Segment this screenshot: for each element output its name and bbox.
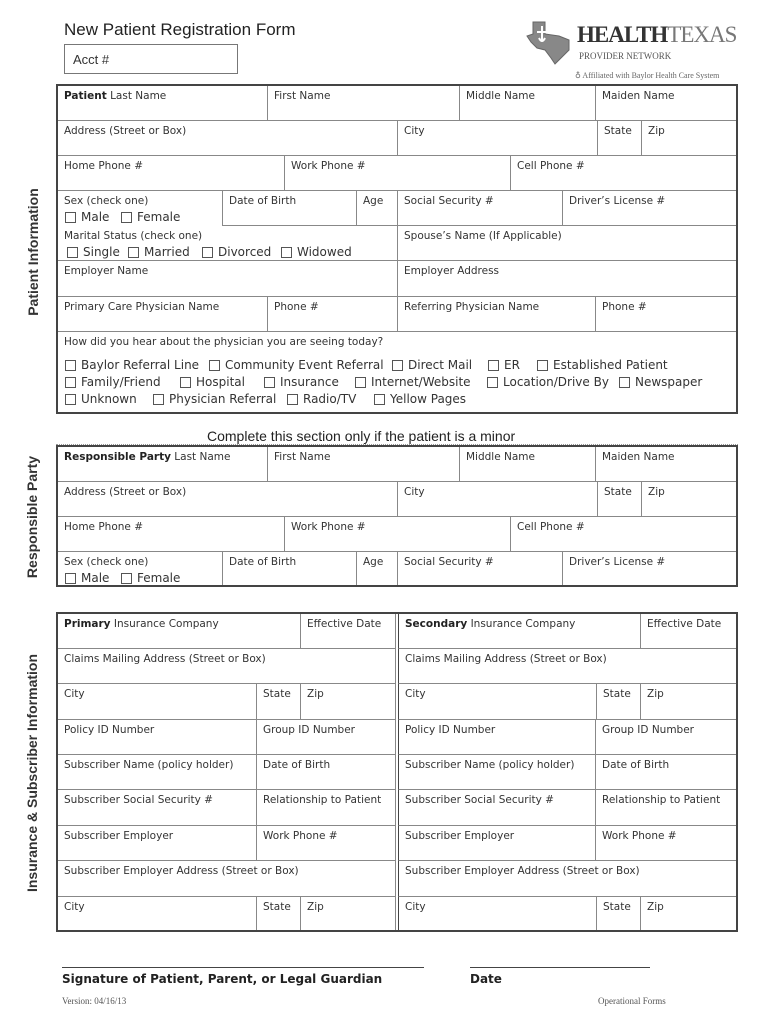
date-line[interactable] bbox=[470, 967, 650, 968]
referring-physician[interactable]: Referring Physician Name bbox=[398, 297, 596, 332]
hear-option[interactable]: Hospital bbox=[180, 375, 245, 389]
hear-option[interactable]: Radio/TV bbox=[287, 392, 356, 406]
hear-option[interactable]: Insurance bbox=[264, 375, 339, 389]
pcp-name[interactable]: Primary Care Physician Name bbox=[58, 297, 268, 332]
primary-group[interactable]: Group ID Number bbox=[257, 720, 396, 755]
rp-city[interactable]: City bbox=[398, 482, 598, 517]
employer-address[interactable]: Employer Address bbox=[398, 261, 736, 297]
checkbox-icon bbox=[488, 360, 499, 371]
primary-subscriber-ssn[interactable]: Subscriber Social Security # bbox=[58, 790, 257, 826]
patient-work-phone[interactable]: Work Phone # bbox=[285, 156, 511, 191]
patient-ssn[interactable]: Social Security # bbox=[398, 191, 563, 226]
patient-city[interactable]: City bbox=[398, 121, 598, 156]
primary-state-2[interactable]: State bbox=[257, 897, 301, 930]
checkbox-icon bbox=[355, 377, 366, 388]
rp-first-name[interactable]: First Name bbox=[268, 447, 460, 482]
widowed-checkbox[interactable]: Widowed bbox=[281, 245, 352, 259]
checkbox-icon bbox=[487, 377, 498, 388]
hear-option[interactable]: Location/Drive By bbox=[487, 375, 609, 389]
hear-option[interactable]: Physician Referral bbox=[153, 392, 276, 406]
signature-line[interactable] bbox=[62, 967, 424, 968]
patient-marital: Marital Status (check one) bbox=[58, 226, 398, 261]
married-checkbox[interactable]: Married bbox=[128, 245, 190, 259]
hear-option[interactable]: Established Patient bbox=[537, 358, 668, 372]
rp-age[interactable]: Age bbox=[357, 552, 398, 585]
checkbox-icon bbox=[537, 360, 548, 371]
hear-option[interactable]: Direct Mail bbox=[392, 358, 472, 372]
secondary-subscriber-ssn[interactable]: Subscriber Social Security # bbox=[398, 790, 596, 826]
primary-city-2[interactable]: City bbox=[58, 897, 257, 930]
hear-option[interactable]: ER bbox=[488, 358, 520, 372]
secondary-subscriber-employer-address[interactable]: Subscriber Employer Address (Street or Box) bbox=[398, 861, 736, 897]
secondary-work-phone[interactable]: Work Phone # bbox=[596, 826, 736, 861]
patient-sex: Sex (check one) bbox=[58, 191, 223, 226]
rp-ssn[interactable]: Social Security # bbox=[398, 552, 563, 585]
rp-middle-name[interactable]: Middle Name bbox=[460, 447, 596, 482]
rp-address[interactable]: Address (Street or Box) bbox=[58, 482, 398, 517]
patient-age[interactable]: Age bbox=[357, 191, 398, 226]
secondary-state[interactable]: State bbox=[597, 684, 641, 720]
checkbox-icon bbox=[374, 394, 385, 405]
checkbox-icon bbox=[65, 377, 76, 388]
secondary-zip[interactable]: Zip bbox=[641, 684, 736, 720]
primary-relationship[interactable]: Relationship to Patient bbox=[257, 790, 396, 826]
checkbox-icon bbox=[202, 247, 213, 258]
patient-male-checkbox[interactable]: Male bbox=[65, 210, 109, 224]
secondary-city[interactable]: City bbox=[398, 684, 597, 720]
primary-subscriber-employer[interactable]: Subscriber Employer bbox=[58, 826, 257, 861]
rp-maiden-name[interactable]: Maiden Name bbox=[596, 447, 736, 482]
rp-work-phone[interactable]: Work Phone # bbox=[285, 517, 511, 552]
primary-zip-2[interactable]: Zip bbox=[301, 897, 396, 930]
secondary-policy[interactable]: Policy ID Number bbox=[398, 720, 596, 755]
signature-label: Signature of Patient, Parent, or Legal Guardian bbox=[62, 972, 383, 986]
rp-sex: Sex (check one) bbox=[58, 552, 223, 585]
date-label: Date bbox=[470, 972, 502, 986]
checkbox-icon bbox=[619, 377, 630, 388]
patient-maiden-name[interactable]: Maiden Name bbox=[596, 86, 736, 121]
spouse-name[interactable]: Spouse’s Name (If Applicable) bbox=[398, 226, 736, 261]
logo-text: HEALTHTEXAS bbox=[577, 22, 737, 47]
acct-field[interactable]: Acct # bbox=[64, 44, 238, 74]
minor-note: Complete this section only if the patient is a minor bbox=[207, 428, 516, 444]
logo bbox=[525, 18, 740, 82]
secondary-city-2[interactable]: City bbox=[398, 897, 597, 930]
hear-about-question: How did you hear about the physician you are seeing today? bbox=[64, 336, 384, 348]
rp-cell-phone[interactable]: Cell Phone # bbox=[511, 517, 736, 552]
hear-option[interactable]: Yellow Pages bbox=[374, 392, 466, 406]
patient-address[interactable]: Address (Street or Box) bbox=[58, 121, 398, 156]
primary-policy[interactable]: Policy ID Number bbox=[58, 720, 257, 755]
patient-zip[interactable]: Zip bbox=[642, 121, 736, 156]
form-title: New Patient Registration Form bbox=[64, 20, 296, 39]
primary-state[interactable]: State bbox=[257, 684, 301, 720]
primary-claims-address[interactable]: Claims Mailing Address (Street or Box) bbox=[58, 649, 396, 684]
checkbox-icon bbox=[65, 360, 76, 371]
patient-state[interactable]: State bbox=[598, 121, 642, 156]
patient-dob[interactable]: Date of Birth bbox=[223, 191, 357, 226]
patient-first-name[interactable]: First Name bbox=[268, 86, 460, 121]
secondary-effective[interactable]: Effective Date bbox=[641, 614, 736, 649]
employer-name[interactable]: Employer Name bbox=[58, 261, 398, 297]
checkbox-icon bbox=[153, 394, 164, 405]
primary-dob[interactable]: Date of Birth bbox=[257, 755, 396, 790]
patient-section bbox=[56, 84, 738, 414]
hear-option[interactable]: Baylor Referral Line bbox=[65, 358, 199, 372]
checkbox-icon bbox=[65, 212, 76, 223]
rp-dob[interactable]: Date of Birth bbox=[223, 552, 357, 585]
hear-option[interactable]: Community Event Referral bbox=[209, 358, 384, 372]
responsible-party-label: Responsible Party bbox=[24, 455, 40, 579]
primary-work-phone[interactable]: Work Phone # bbox=[257, 826, 396, 861]
patient-last-name[interactable]: Patient Last Name bbox=[58, 86, 268, 121]
checkbox-icon bbox=[128, 247, 139, 258]
rp-male-checkbox[interactable]: Male bbox=[65, 571, 109, 585]
rp-state[interactable]: State bbox=[598, 482, 642, 517]
secondary-dob[interactable]: Date of Birth bbox=[596, 755, 736, 790]
primary-company[interactable]: Primary Insurance Company bbox=[58, 614, 301, 649]
hear-option[interactable]: Internet/Website bbox=[355, 375, 471, 389]
rp-zip[interactable]: Zip bbox=[642, 482, 736, 517]
checkbox-icon bbox=[392, 360, 403, 371]
secondary-relationship[interactable]: Relationship to Patient bbox=[596, 790, 736, 826]
patient-female-checkbox[interactable]: Female bbox=[121, 210, 180, 224]
hear-option[interactable]: Unknown bbox=[65, 392, 137, 406]
primary-subscriber-name[interactable]: Subscriber Name (policy holder) bbox=[58, 755, 257, 790]
secondary-company[interactable]: Secondary Insurance Company bbox=[398, 614, 641, 649]
secondary-state-2[interactable]: State bbox=[597, 897, 641, 930]
logo-subtitle: PROVIDER NETWORK bbox=[579, 51, 672, 61]
version-text: Version: 04/16/13 bbox=[62, 996, 127, 1006]
patient-license[interactable]: Driver’s License # bbox=[563, 191, 736, 226]
patient-cell-phone[interactable]: Cell Phone # bbox=[511, 156, 736, 191]
secondary-group[interactable]: Group ID Number bbox=[596, 720, 736, 755]
responsible-section bbox=[56, 445, 738, 587]
flame-icon: ♁ bbox=[575, 71, 583, 80]
checkbox-icon bbox=[281, 247, 292, 258]
secondary-subscriber-employer[interactable]: Subscriber Employer bbox=[398, 826, 596, 861]
divorced-checkbox[interactable]: Divorced bbox=[202, 245, 271, 259]
checkbox-icon bbox=[67, 247, 78, 258]
checkbox-icon bbox=[180, 377, 191, 388]
checkbox-icon bbox=[65, 573, 76, 584]
patient-info-label: Patient Information bbox=[25, 188, 41, 316]
hear-option[interactable]: Family/Friend bbox=[65, 375, 161, 389]
footer-right-text: Operational Forms bbox=[598, 996, 666, 1006]
secondary-claims-address[interactable]: Claims Mailing Address (Street or Box) bbox=[398, 649, 736, 684]
checkbox-icon bbox=[121, 212, 132, 223]
rp-home-phone[interactable]: Home Phone # bbox=[58, 517, 285, 552]
rp-female-checkbox[interactable]: Female bbox=[121, 571, 180, 585]
patient-middle-name[interactable]: Middle Name bbox=[460, 86, 596, 121]
logo-affiliation: ♁ Affiliated with Baylor Health Care System bbox=[575, 71, 720, 80]
primary-city[interactable]: City bbox=[58, 684, 257, 720]
secondary-zip-2[interactable]: Zip bbox=[647, 901, 664, 913]
pcp-phone[interactable]: Phone # bbox=[268, 297, 398, 332]
checkbox-icon bbox=[264, 377, 275, 388]
secondary-subscriber-name[interactable]: Subscriber Name (policy holder) bbox=[398, 755, 596, 790]
rp-license[interactable]: Driver’s License # bbox=[569, 556, 666, 568]
primary-subscriber-employer-address[interactable]: Subscriber Employer Address (Street or Box) bbox=[58, 861, 396, 897]
primary-effective[interactable]: Effective Date bbox=[301, 614, 396, 649]
checkbox-icon bbox=[65, 394, 76, 405]
texas-icon bbox=[525, 18, 575, 68]
insurance-section bbox=[56, 612, 738, 932]
patient-home-phone[interactable]: Home Phone # bbox=[58, 156, 285, 191]
checkbox-icon bbox=[287, 394, 298, 405]
insurance-label: Insurance & Subscriber Information bbox=[24, 653, 40, 893]
rp-last-name[interactable]: Responsible Party Last Name bbox=[58, 447, 268, 482]
checkbox-icon bbox=[121, 573, 132, 584]
checkbox-icon bbox=[209, 360, 220, 371]
referring-phone[interactable]: Phone # bbox=[596, 297, 736, 332]
primary-zip[interactable]: Zip bbox=[301, 684, 396, 720]
single-checkbox[interactable]: Single bbox=[67, 245, 120, 259]
hear-option[interactable]: Newspaper bbox=[619, 375, 702, 389]
